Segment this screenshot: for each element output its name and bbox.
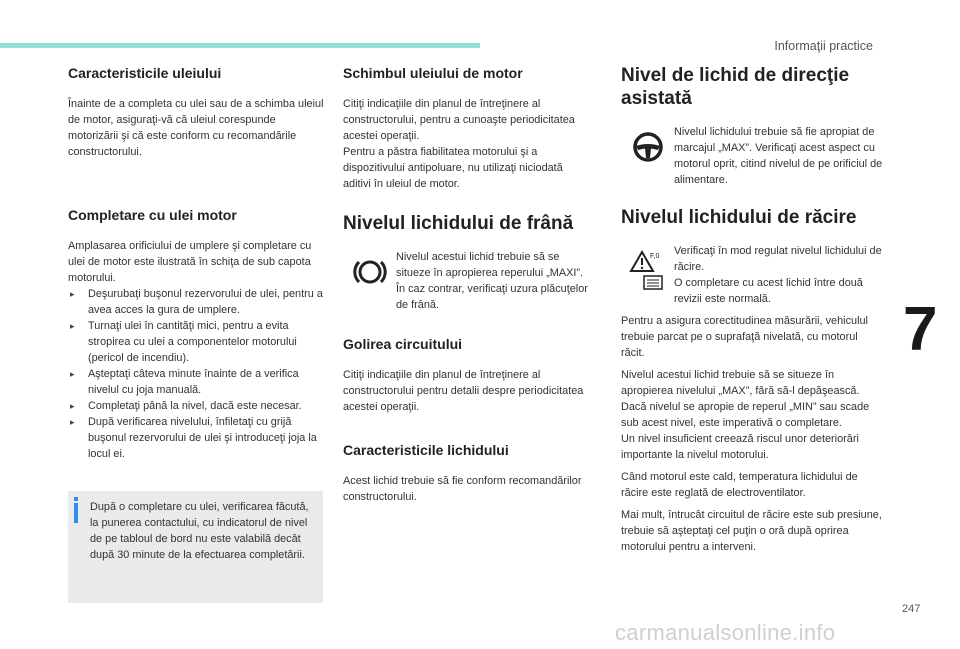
coolant-text-4: Un nivel insuficient creează riscul unor deteriorări importante la nivelul motorului. xyxy=(621,433,859,461)
header-accent-bar xyxy=(0,43,480,48)
section-header: Informaţii practice xyxy=(774,39,873,53)
info-note xyxy=(68,491,323,603)
coolant-icon-text-2: O completare cu acest lichid între două revizii este normală. xyxy=(674,277,863,305)
column-brake xyxy=(343,64,593,505)
oil-topup-steps xyxy=(68,286,324,462)
brake-fluid-text: Nivelul acestui lichid trebuie să se situeze în apropierea reperului „MAXI”. În caz contrar, verificaţi uzura plăcuţelor de frână. xyxy=(396,251,588,311)
brake-warning-icon xyxy=(353,255,387,289)
coolant-text-2: Nivelul acestui lichid trebuie să se situeze în apropierea nivelului „MAX”, fără să-l depăşească. xyxy=(621,369,860,397)
oil-topup-intro: Amplasarea orificiului de umplere şi completare cu ulei de motor este ilustrată în schiţa de sub capota motorului. xyxy=(68,240,312,284)
steering-fluid-block xyxy=(621,124,883,188)
coolant-text-6: Mai mult, întrucât circuitul de răcire este sub presiune, trebuie să aşteptaţi cel puţin o oră după oprirea motorului pentru a interveni. xyxy=(621,509,882,553)
coolant-text-1: Pentru a asigura corectitudinea măsurării, vehiculul trebuie parcat pe o suprafaţă nivelată, cu motorul răcit. xyxy=(621,315,868,359)
brake-fluid-block xyxy=(343,249,593,313)
coolant-warning-icon xyxy=(628,249,668,293)
column-oil xyxy=(68,64,324,462)
column-steering-coolant xyxy=(621,64,883,555)
oil-change-text-2: Pentru a păstra fiabilitatea motorului şi a dispozitivului antipoluare, nu utilizaţi niciodată aditivi în uleiul de motor. xyxy=(343,146,563,190)
oil-change-text-1: Citiţi indicaţiile din planul de întreţinere al constructorului, pentru a cunoaşte periodicitatea acestei operaţii. xyxy=(343,98,575,142)
steering-fluid-title: Nivel de lichid de direcţie asistată xyxy=(621,65,850,109)
coolant-text-5: Când motorul este cald, temperatura lichidului de răcire este reglată de electroventilator. xyxy=(621,471,858,499)
page-number: 247 xyxy=(902,603,921,615)
circuit-text: Citiţi indicaţiile din planul de întreţinere al constructorului pentru detalii despre periodicitatea acestei operaţii. xyxy=(343,369,584,413)
oil-topup-title: Completare cu ulei motor xyxy=(68,207,237,223)
oil-specs-text: Înainte de a completa cu ulei sau de a schimba uleiul de motor, asiguraţi-vă că uleiul corespunde motorizării şi că este conform cu recomandările constructorului. xyxy=(68,98,324,158)
brake-fluid-title: Nivelul lichidului de frână xyxy=(343,213,574,234)
coolant-block xyxy=(621,243,883,307)
circuit-title: Golirea circuitului xyxy=(343,336,463,352)
list-item: ▸ După verificarea nivelului, înfiletaţi cu grijă buşonul rezervorului de ulei şi introduceţi joja la locul ei. xyxy=(68,414,324,462)
oil-specs-title: Caracteristicile uleiului xyxy=(68,65,222,81)
fluid-specs-title: Caracteristicile lichidului xyxy=(343,442,509,458)
coolant-text-3: Dacă nivelul se apropie de reperul „MIN” sau scade sub acest nivel, este imperativă o completare. xyxy=(621,401,870,429)
coolant-icon-text-1: Verificaţi în mod regulat nivelul lichidului de răcire. xyxy=(674,245,882,273)
list-item: ▸ Completaţi până la nivel, dacă este necesar. xyxy=(68,398,324,414)
oil-change-title: Schimbul uleiului de motor xyxy=(343,65,523,81)
list-item: ▸ Aşteptaţi câteva minute înainte de a verifica nivelul cu joja manuală. xyxy=(68,366,324,398)
list-item: ▸ Deşurubaţi buşonul rezervorului de ulei, pentru a avea acces la gura de umplere. xyxy=(68,286,324,318)
chapter-tab xyxy=(903,295,960,364)
chapter-number: 7 xyxy=(903,295,938,364)
steering-fluid-text: Nivelul lichidului trebuie să fie apropiat de marcajul „MAX”. Verificaţi acest aspect cu motorul oprit, citind nivelul de pe orificiul de alimentare. xyxy=(674,126,883,186)
info-icon xyxy=(74,497,78,501)
fluid-specs-text: Acest lichid trebuie să fie conform recomandărilor constructorului. xyxy=(343,475,582,503)
coolant-title: Nivelul lichidului de răcire xyxy=(621,207,857,228)
list-item: ▸ Turnaţi ulei în cantităţi mici, pentru a evita stropirea cu ulei a componentelor motorului (pericol de incendiu). xyxy=(68,318,324,366)
svg-text:F,0: F,0 xyxy=(649,253,659,260)
info-note-text: După o completare cu ulei, verificarea făcută, la punerea contactului, cu indicatorul de nivel de pe tabloul de bord nu este valabilă decât după 30 minute de la efectuarea completării. xyxy=(90,501,309,561)
watermark: carmanualsonline.info xyxy=(615,620,836,645)
steering-wheel-icon xyxy=(631,130,665,164)
